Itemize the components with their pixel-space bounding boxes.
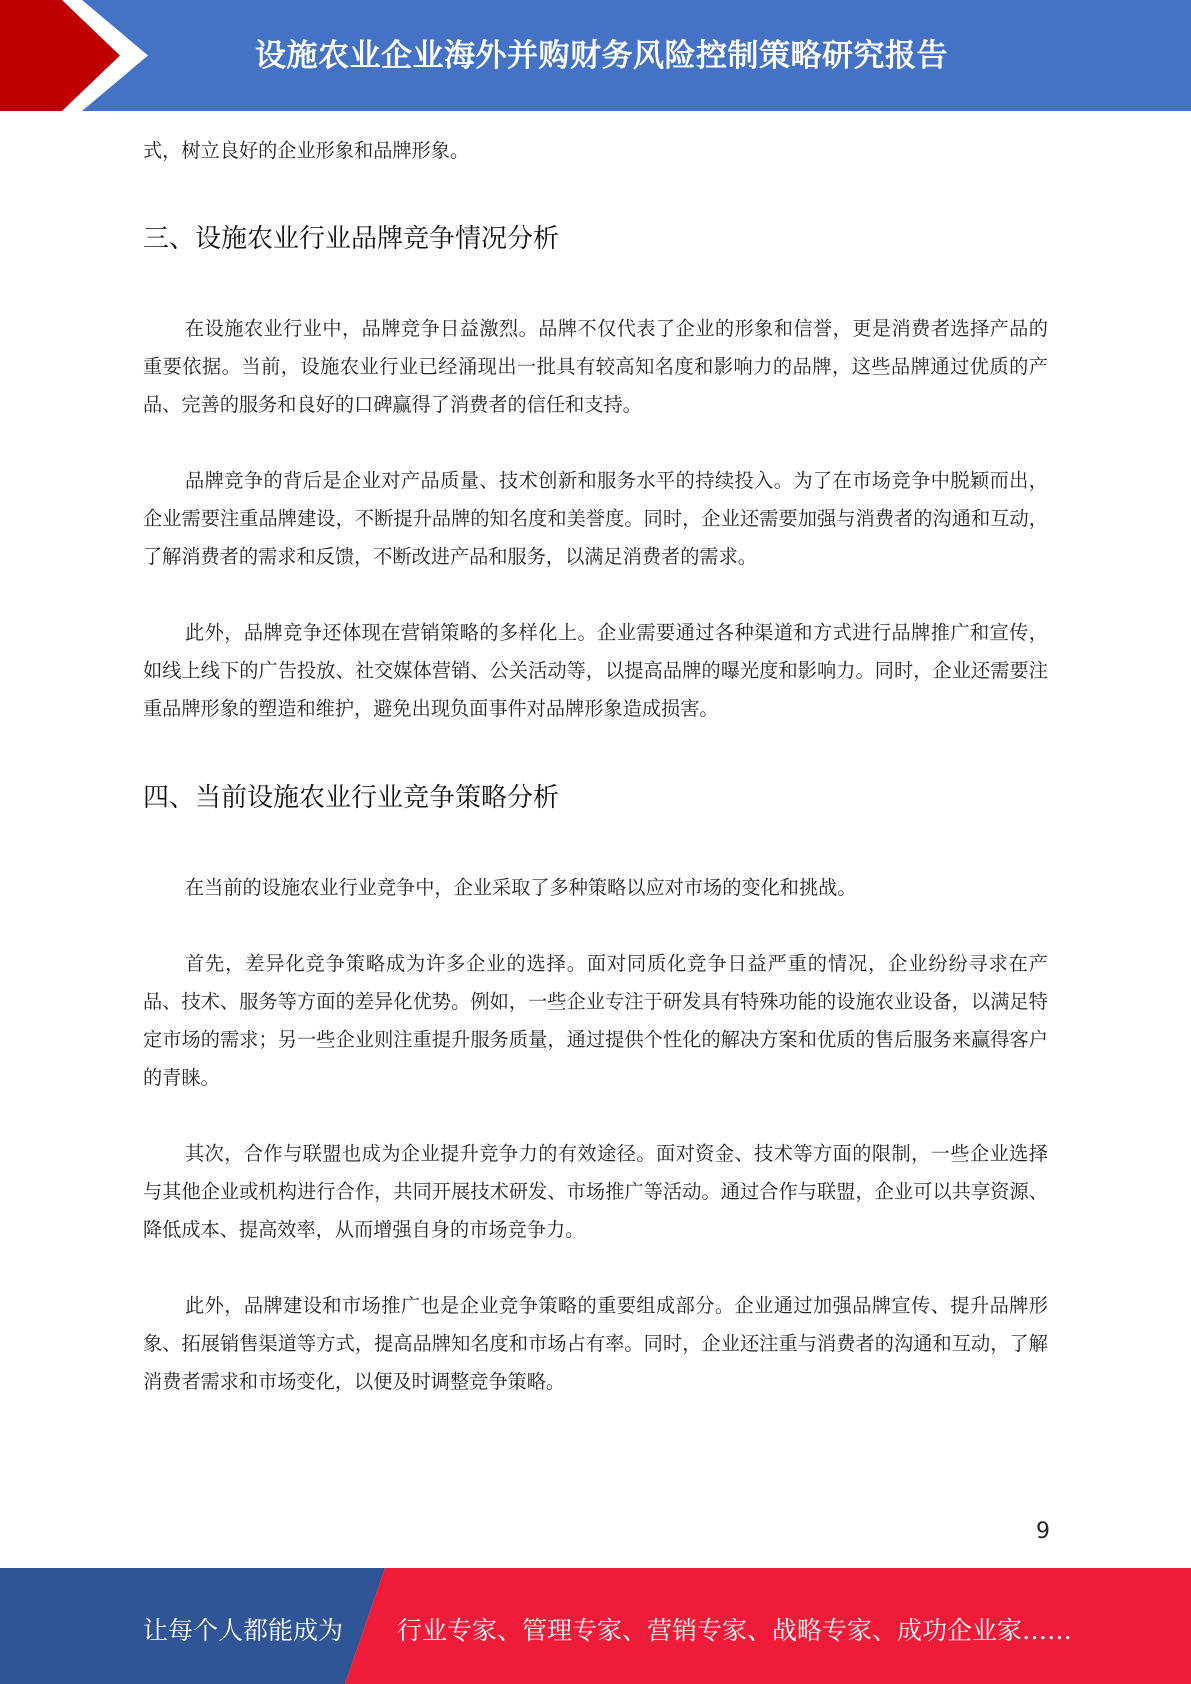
report-title: 设施农业企业海外并购财务风险控制策略研究报告	[255, 38, 948, 74]
section4-paragraph-1: 在当前的设施农业行业竞争中，企业采取了多种策略以应对市场的变化和挑战。	[185, 876, 857, 899]
section4-paragraph-2: 首先，差异化竞争策略成为许多企业的选择。面对同质化竞争日益严重的情况，企业纷纷寻求在产品、技术、服务等方面的差异化优势。例如，一些企业专注于研发具有特殊功能的设施农业设备，以满足特定市场的需求；另一些企业则注重提升服务质量，通过提供个性化的解决方案和优质的售后服务来赢得客户的青睐。	[143, 952, 1048, 1089]
section4-paragraph-4: 此外，品牌建设和市场推广也是企业竞争策略的重要组成部分。企业通过加强品牌宣传、提升品牌形象、拓展销售渠道等方式，提高品牌知名度和市场占有率。同时，企业还注重与消费者的沟通和互动，了解消费者需求和市场变化，以便及时调整竞争策略。	[143, 1294, 1048, 1393]
page-header	[0, 0, 1191, 111]
section3-paragraph-1: 在设施农业行业中，品牌竞争日益激烈。品牌不仅代表了企业的形象和信誉，更是消费者选择产品的重要依据。当前，设施农业行业已经涌现出一批具有较高知名度和影响力的品牌，这些品牌通过优质的产品、完善的服务和良好的口碑赢得了消费者的信任和支持。	[143, 317, 1048, 416]
page-footer	[0, 1568, 1191, 1684]
page-number: 9	[1036, 1519, 1050, 1544]
section3-paragraph-3: 此外，品牌竞争还体现在营销策略的多样化上。企业需要通过各种渠道和方式进行品牌推广和宣传，如线上线下的广告投放、社交媒体营销、公关活动等，以提高品牌的曝光度和影响力。同时，企业还需要注重品牌形象的塑造和维护，避免出现负面事件对品牌形象造成损害。	[143, 621, 1048, 720]
continuation-paragraph: 式，树立良好的企业形象和品牌形象。	[143, 139, 470, 162]
section-heading-4: 四、当前设施农业行业竞争策略分析	[143, 783, 560, 813]
footer-slogan-right: 行业专家、管理专家、营销专家、战略专家、成功企业家……	[397, 1616, 1073, 1645]
section3-paragraph-2: 品牌竞争的背后是企业对产品质量、技术创新和服务水平的持续投入。为了在市场竞争中脱颖而出，企业需要注重品牌建设，不断提升品牌的知名度和美誉度。同时，企业还需要加强与消费者的沟通和互动，了解消费者的需求和反馈，不断改进产品和服务，以满足消费者的需求。	[143, 469, 1048, 568]
section-heading-3: 三、设施农业行业品牌竞争情况分析	[143, 224, 560, 254]
section4-paragraph-3: 其次，合作与联盟也成为企业提升竞争力的有效途径。面对资金、技术等方面的限制，一些企业选择与其他企业或机构进行合作，共同开展技术研发、市场推广等活动。通过合作与联盟，企业可以共享资源、降低成本、提高效率，从而增强自身的市场竞争力。	[143, 1142, 1048, 1241]
chevron-arrow-icon	[0, 0, 160, 111]
footer-slogan-left: 让每个人都能成为	[143, 1616, 344, 1645]
